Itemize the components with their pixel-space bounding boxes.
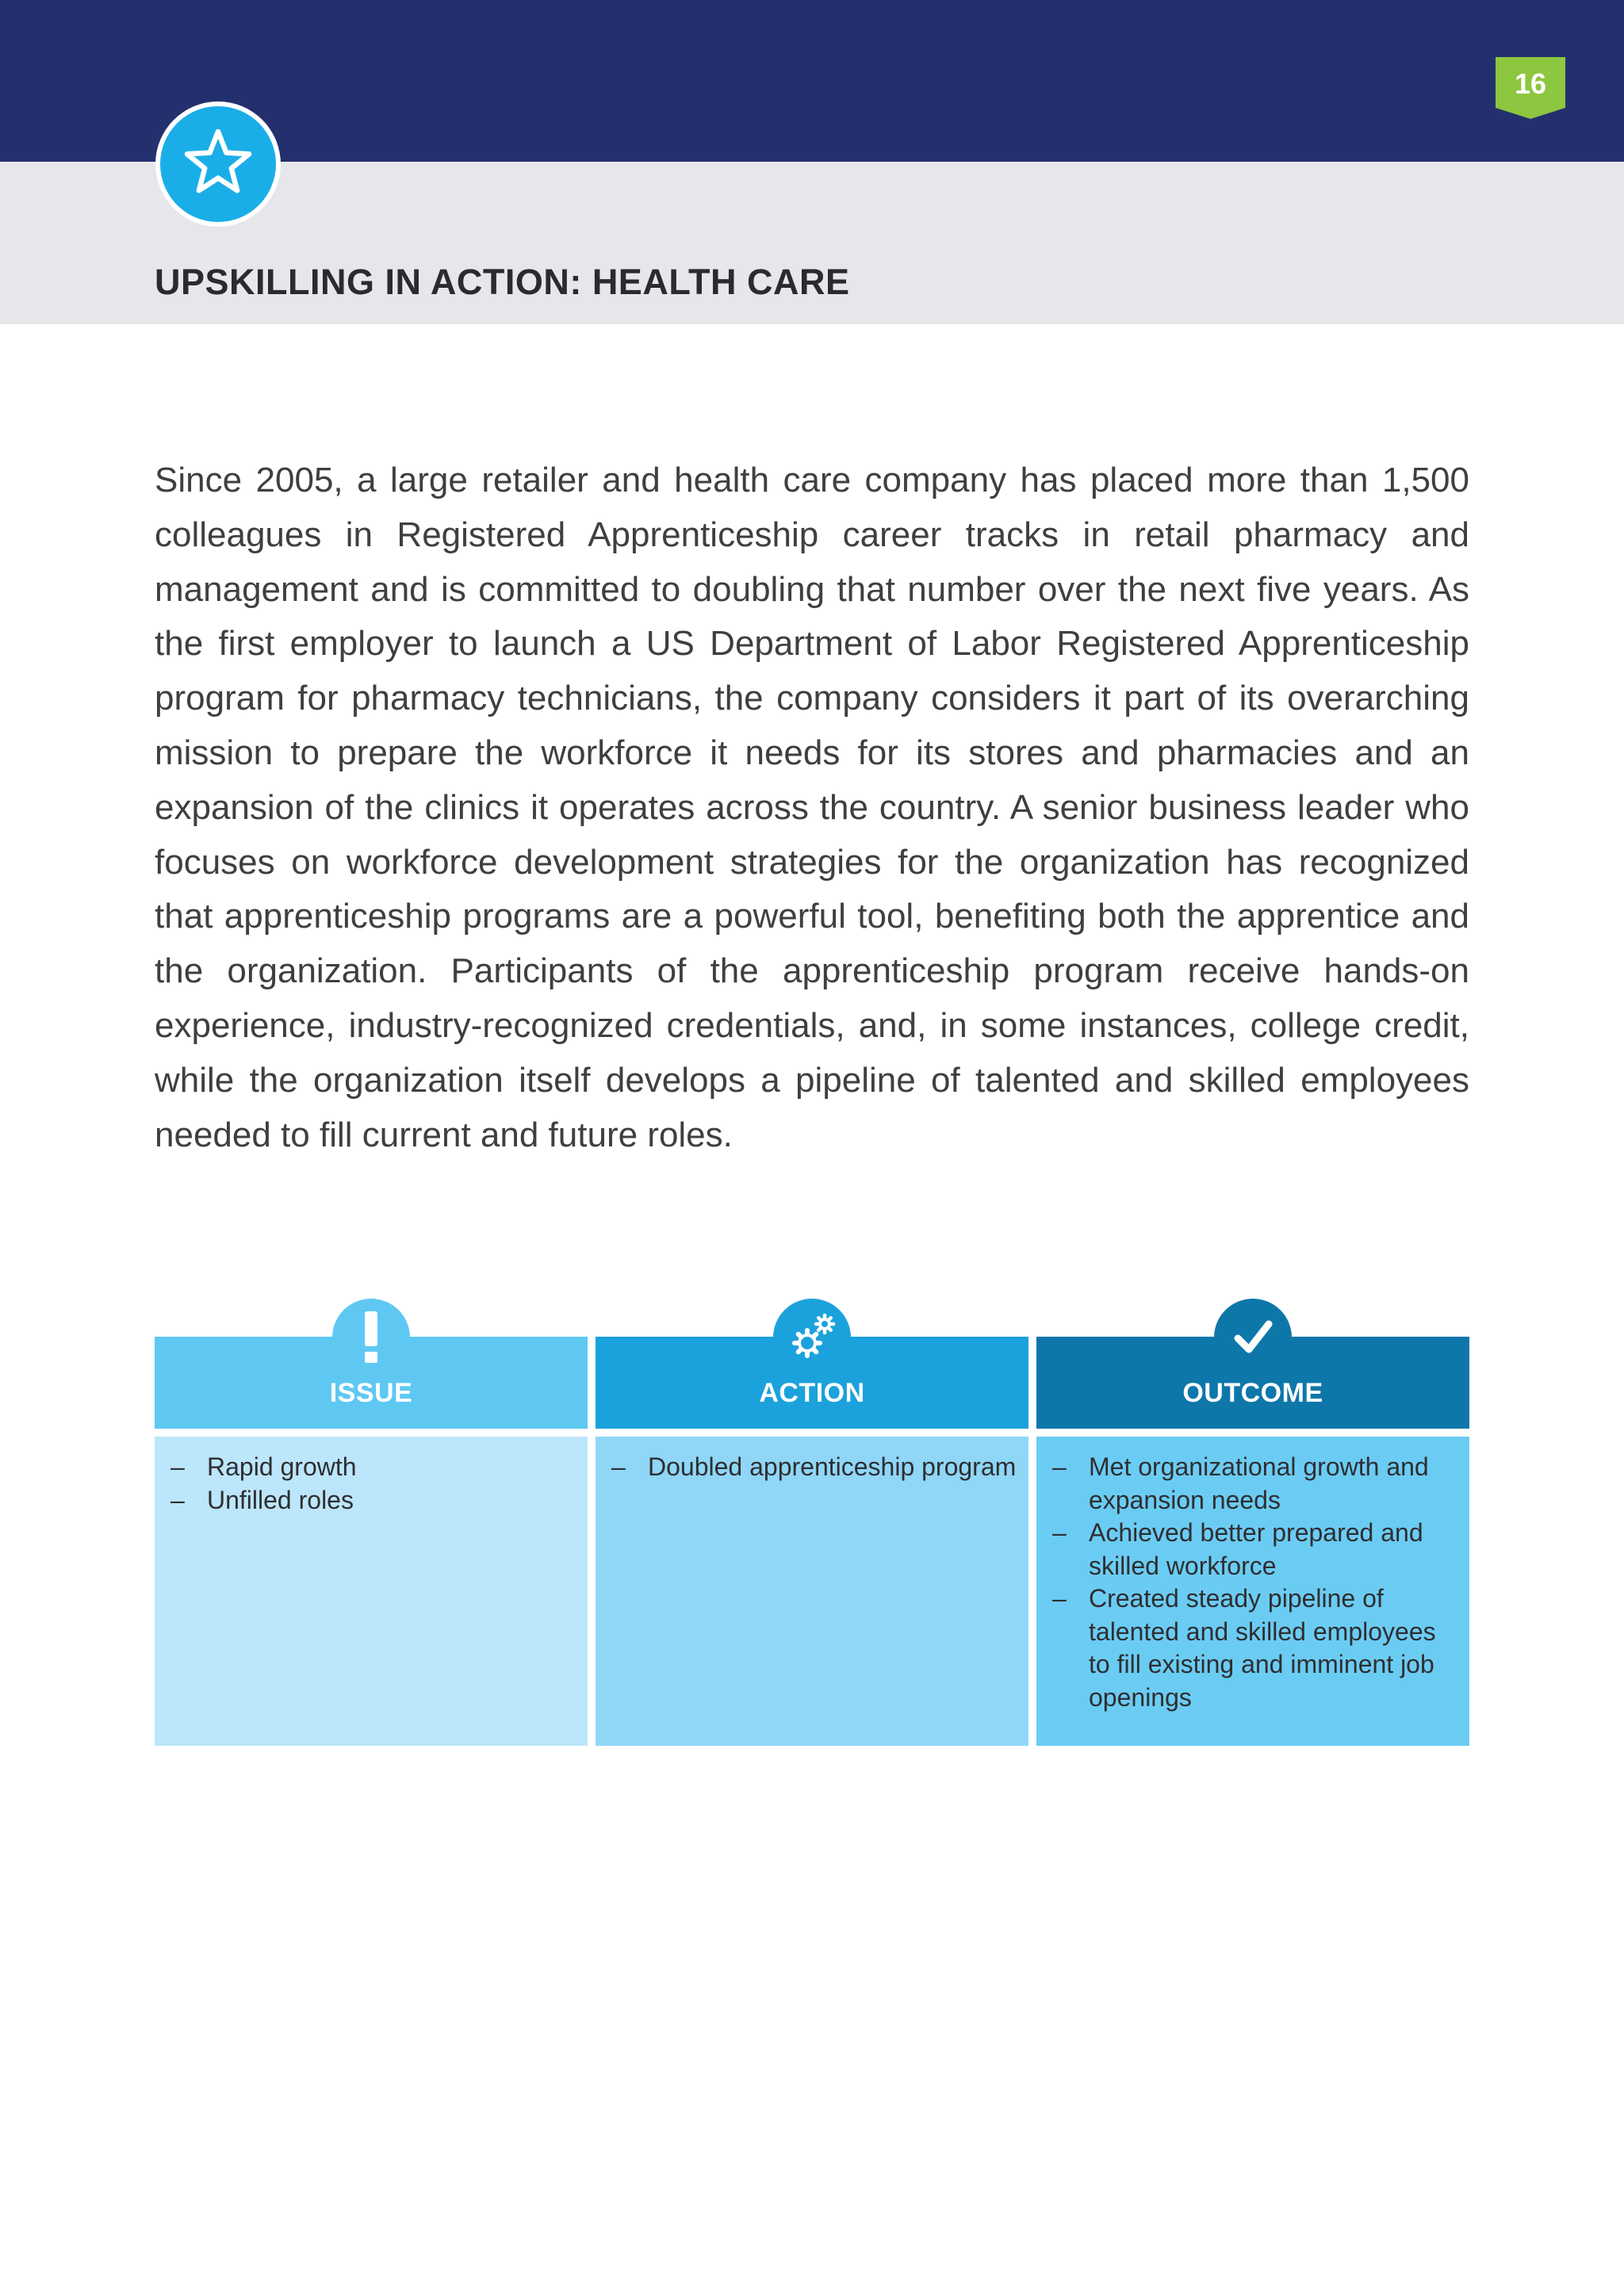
star-badge [154, 100, 282, 228]
list-dash: – [170, 1452, 185, 1481]
list-dash: – [1052, 1584, 1067, 1613]
issue-body [155, 1437, 588, 1746]
outcome-item: – Met organizational growth and expansion needs [1052, 1452, 1429, 1514]
page-number-badge [1496, 57, 1565, 119]
list-dash: – [1052, 1452, 1067, 1481]
action-title: ACTION [759, 1378, 865, 1408]
outcome-body [1036, 1437, 1469, 1746]
outcome-list [1036, 1437, 1469, 1714]
list-dash: – [1052, 1518, 1067, 1547]
body-paragraph: Since 2005, a large retailer and health care company has placed more than 1,500 colleagues in Registered Apprenticeship career tracks in retail pharmacy and management and is committed to doubling that number over the next five years. As the first employer to launch a US Department of Labor Registered Apprenticeship program for pharmacy technicians, the company considers it part of its overarching mission to prepare the workforce it needs for its stores and pharmacies and an expansion of the clinics it operates across the country. A senior business leader who focuses on workforce development strategies for the organization has recognized that apprenticeship programs are a powerful tool, benefiting both the apprentice and the organization. Participants of the apprenticeship program receive hands-on experience, industry-recognized credentials, and, in some instances, college credit, while the organization itself develops a pipeline of talented and skilled employees needed to fill current and future roles. [155, 461, 1469, 1154]
gears-icon [773, 1299, 851, 1376]
action-list [596, 1437, 1028, 1484]
action-item: – Doubled apprenticeship program [611, 1451, 1019, 1484]
issue-title: ISSUE [329, 1378, 413, 1408]
issue-item: – Rapid growth [170, 1451, 578, 1484]
section-title: UPSKILLING IN ACTION: HEALTH CARE [155, 262, 850, 302]
action-body [596, 1437, 1028, 1746]
star-icon [154, 100, 282, 228]
page-number: 16 [1514, 67, 1547, 100]
list-dash: – [170, 1485, 185, 1514]
outcome-title: OUTCOME [1182, 1378, 1323, 1408]
checkmark-icon [1214, 1299, 1292, 1376]
outcome-item: – Created steady pipeline of talented and skilled employees to fill existing and imminent job openings [1052, 1584, 1436, 1712]
issue-list [155, 1437, 588, 1517]
outcome-item: – Achieved better prepared and skilled workforce [1052, 1518, 1423, 1580]
exclamation-icon [332, 1299, 410, 1376]
issue-item: – Unfilled roles [170, 1484, 578, 1517]
list-dash: – [611, 1452, 626, 1481]
